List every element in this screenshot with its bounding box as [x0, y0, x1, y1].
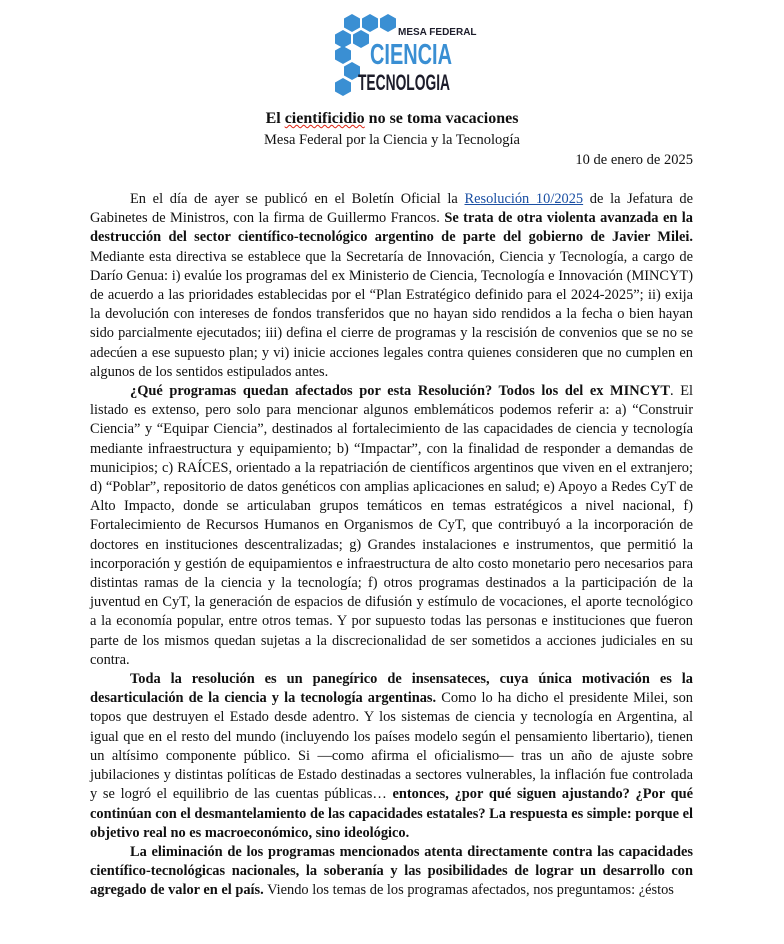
- p2-bold: ¿Qué programas quedan afectados por esta Resolución? Todos los del ex MINCYT: [130, 383, 670, 400]
- paragraph-3: [90, 670, 693, 843]
- paragraph-2: [90, 382, 693, 670]
- hexagon-cluster-icon: [330, 12, 477, 95]
- document-body: [90, 190, 693, 901]
- title-post: no se toma vacaciones: [364, 110, 519, 127]
- paragraph-4: [90, 843, 693, 901]
- p1-bold: Se trata de otra violenta avanzada en la destrucción del sector científico-tecnológico argentino de parte del gobierno de Javier Milei.: [90, 210, 693, 246]
- title-pre: El: [265, 110, 285, 127]
- p1-text-c: Mediante esta directiva se establece que la Secretaría de Innovación, Ciencia y Tecnología, a cargo de Darío Genua: i) evalúe los programas del ex Ministerio de Ciencia, Tecnología e Innovación (MINCYT) de acuerdo a las prioridades establecidas por el “Plan Estratégico definido para el 2024-2025”; ii) exija la devolución con intereses de fondos transferidos que no hayan sido rendidos a la fecha o bien hayan sido parcialmente ejecutados; iii) defina el cierre de programas y la rescisión de convenios que se no se adecúen a ese supuesto plan; y vi) inicie acciones legales contra quienes consideren que no cumplen en algunos de los sentidos estipulados antes.: [90, 248, 693, 380]
- p3-text: Como lo ha dicho el presidente Milei, son topos que destruyen el Estado desde adentro. Y los sistemas de ciencia y tecnología en Argentina, al igual que en el resto del mundo (incluyendo los países modelo según el pensamiento libertario), tienen un altísimo componente público. Si —como afirma el oficialismo— tras un año de ajuste sobre jubilaciones y distintas políticas de Estado destinadas a sectores vulnerables, la inflación fue controlada y se logró el equilibrio de las cuentas públicas…: [90, 690, 694, 803]
- p3-bold-2: entonces, ¿por qué siguen ajustando? ¿Por qué continúan con el desmantelamiento de las capacidades estatales? La respuesta es simple: porque el objetivo real no es macroeconómico, sino ideológico.: [90, 786, 693, 841]
- mesa-federal-logo: [330, 12, 477, 95]
- document-title: [0, 110, 784, 128]
- p1-text-b: de la Jefatura de Gabinetes de Ministros, con la firma de Guillermo Francos.: [90, 191, 693, 227]
- logo-line3: TECNOLOGIA: [358, 70, 451, 95]
- paragraph-1: [90, 190, 693, 382]
- document-subtitle: Mesa Federal por la Ciencia y la Tecnología: [263, 132, 520, 148]
- p1-text-a: En el día de ayer se publicó en el Boletín Oficial la: [130, 191, 465, 207]
- p4-text: Viendo los temas de los programas afectados, nos preguntamos: ¿éstos: [263, 882, 674, 899]
- p4-bold: La eliminación de los programas mencionados atenta directamente contra las capacidades científico-tecnológicas nacionales, la soberanía y las posibilidades de lograr un desarrollo con agregado de valor en el país.: [90, 843, 693, 899]
- title-spell: cientificidio: [284, 110, 365, 127]
- logo-line2: CIENCIA: [370, 39, 453, 71]
- p3-bold-1: Toda la resolución es un panegírico de insensateces, cuya única motivación es la desarticulación de la ciencia y la tecnología argentinas.: [90, 671, 693, 707]
- p2-text: . El listado es extenso, pero solo para mencionar algunos emblemáticos podemos referir a: a) “Construir Ciencia” y “Equipar Ciencia”, destinados al fortalecimiento de las capacidades de ciencia y tecnología mediante infraestructura y equipamiento; b) “Impactar”, con la finalidad de responder a demandas de municipios; c) RAÍCES, orientado a la repatriación de científicos argentinos que viven en el extranjero; d) “Poblar”, repositorio de datos genéticos con amplias aplicaciones en salud; e) Apoyo a Redes CyT de Alto Impacto, donde se articulaban grupos temáticos en temas estratégicos a nivel nacional, f) Fortalecimiento de Recursos Humanos en Organismos de CyT, que contribuyó a la incorporación de doctores en instituciones descentralizadas; g) Grandes instalaciones e instrumentos, que permitió la incorporación y gestión de equipamientos e infraestructura de alto costo monetario pero necesarios para distintas ramas de la ciencia y la tecnología; f) otros programas destinados a la participación de la juventud en CyT, la generación de espacios de difusión y estímulo de vocaciones, el aporte tecnológico a la economía popular, entre otros temas. Y por supuesto todas las personas e instituciones que fueron parte de los mismos quedan sujetas a la discrecionalidad de ser sometidos a acciones judiciales en su contra.: [90, 383, 694, 668]
- document-date: 10 de enero de 2025: [575, 152, 693, 168]
- logo-line1: MESA FEDERAL: [398, 27, 477, 38]
- resolution-link[interactable]: Resolución 10/2025: [464, 191, 584, 207]
